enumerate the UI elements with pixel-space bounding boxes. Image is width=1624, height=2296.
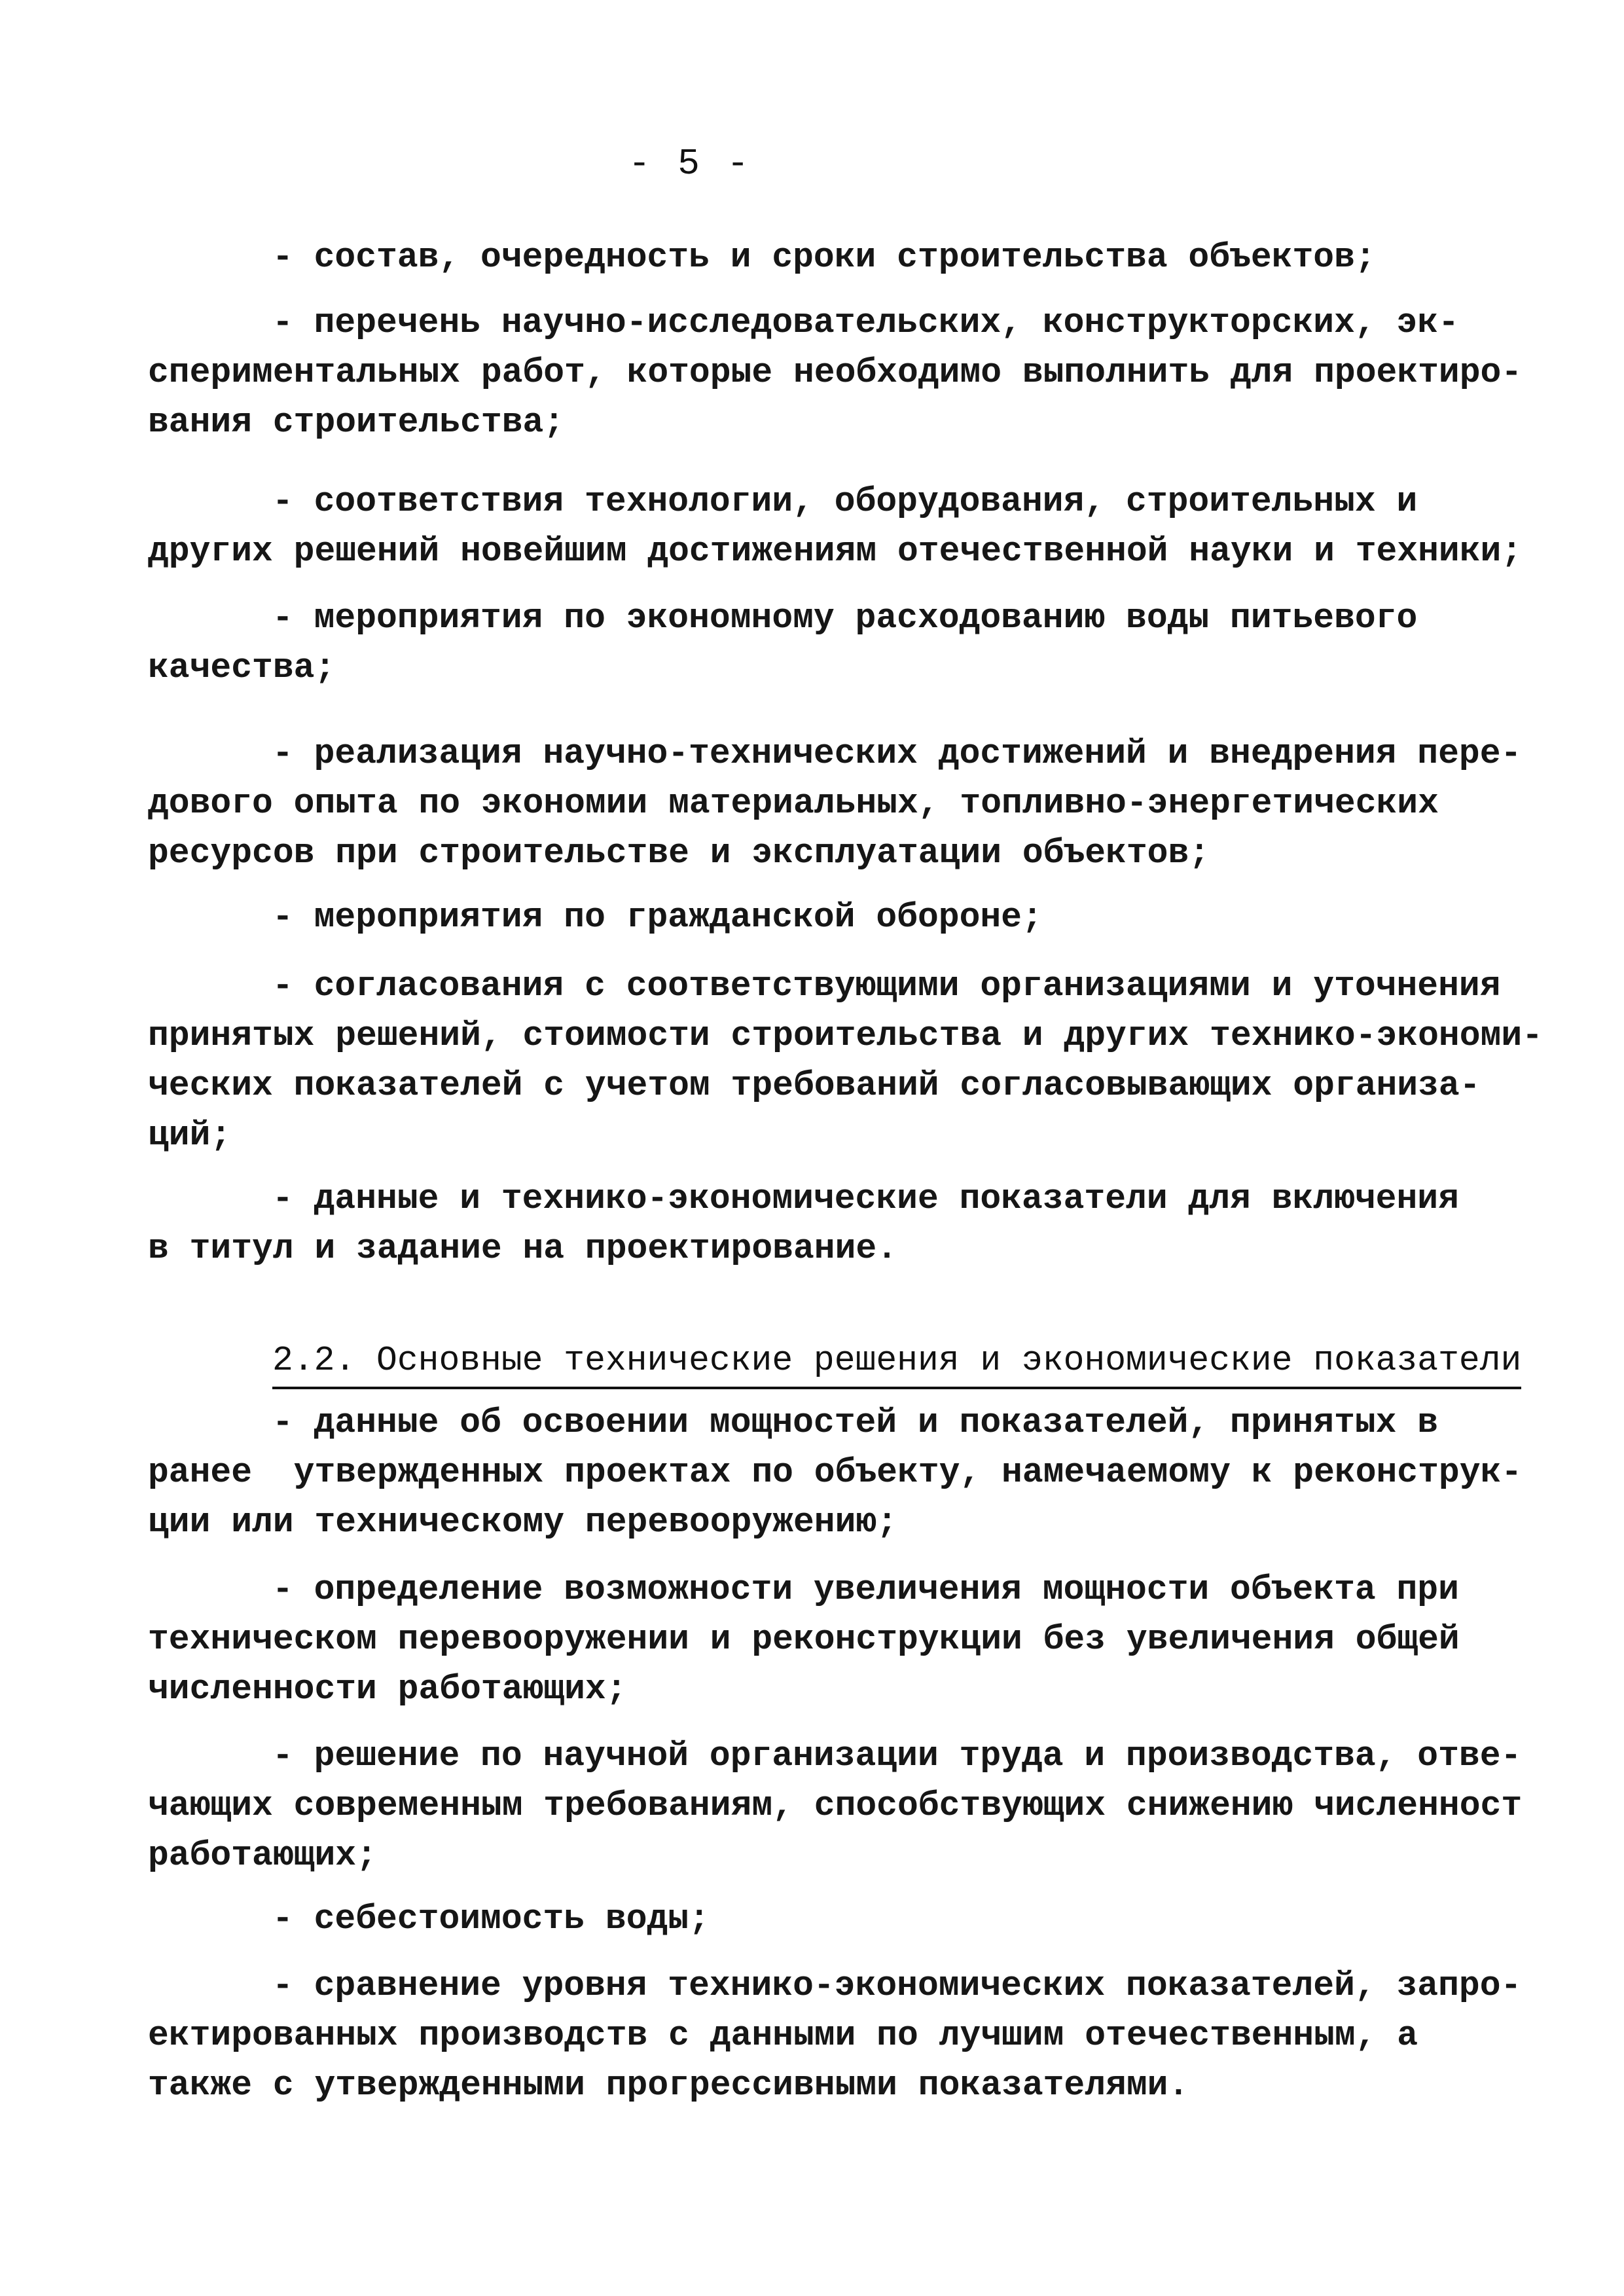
- text-line: ектированных производств с данными по лучшим отечественным, а: [148, 2016, 1418, 2055]
- paragraph-water-cost: [148, 1894, 1509, 1944]
- text-line: - решение по научной организации труда и производства, отве-: [272, 1736, 1522, 1776]
- paragraph-technology-compliance: [148, 477, 1523, 576]
- paragraph-water-saving: [148, 593, 1509, 693]
- text-line: - реализация научно-технических достижений и внедрения пере-: [272, 734, 1522, 773]
- text-line: - данные об освоении мощностей и показателей, принятых в: [272, 1403, 1439, 1442]
- text-line: - данные и технико-экономические показатели для включения: [272, 1179, 1459, 1218]
- text-line: в титул и задание на проектирование.: [148, 1229, 897, 1268]
- text-line: - мероприятия по экономному расходованию воды питьевого: [272, 598, 1418, 638]
- paragraph-coordination: [148, 961, 1543, 1160]
- section-heading: 2.2. Основные технические решения и экономические показатели: [272, 1336, 1521, 1389]
- text-line: чающих современным требованиям, способствующих снижению численност: [148, 1786, 1523, 1825]
- paragraph-civil-defense: [148, 892, 1509, 942]
- text-line: - перечень научно-исследовательских, конструкторских, эк-: [272, 303, 1459, 342]
- text-line: также с утвержденными прогрессивными показателями.: [148, 2066, 1189, 2105]
- text-line: - определение возможности увеличения мощности объекта при: [272, 1570, 1459, 1609]
- text-line: - мероприятия по гражданской обороне;: [272, 898, 1043, 937]
- text-line: численности работающих;: [148, 1669, 627, 1709]
- text-line: ранее утвержденных проектах по объекту, намечаемому к реконструк-: [148, 1453, 1523, 1492]
- paragraph-labor-organization: [148, 1731, 1523, 1880]
- text-line: ческих показателей с учетом требований согласовывающих организа-: [148, 1066, 1481, 1105]
- text-line: - согласования с соответствующими организациями и уточнения: [272, 966, 1501, 1006]
- paragraph-capacity-increase: [148, 1565, 1509, 1714]
- page-number: - 5 -: [628, 143, 752, 185]
- text-line: ресурсов при строительстве и эксплуатации объектов;: [148, 833, 1210, 873]
- text-line: работающих;: [148, 1836, 377, 1875]
- text-line: других решений новейшим достижениям отечественной науки и техники;: [148, 532, 1523, 571]
- text-line: спериментальных работ, которые необходимо выполнить для проектиро-: [148, 353, 1523, 392]
- paragraph-comparison: [148, 1961, 1522, 2110]
- text-line: вания строительства;: [148, 403, 565, 442]
- paragraph-innovation: [148, 729, 1522, 878]
- text-line: техническом перевооружении и реконструкции без увеличения общей: [148, 1620, 1460, 1659]
- paragraph-capacity-development: [148, 1398, 1523, 1547]
- text-line: - себестоимость воды;: [272, 1899, 710, 1939]
- text-line: ции или техническому перевооружению;: [148, 1503, 897, 1542]
- text-line: принятых решений, стоимости строительства и других технико-экономи-: [148, 1016, 1543, 1055]
- paragraph-title-data: [148, 1174, 1509, 1273]
- text-line: ций;: [148, 1116, 232, 1155]
- text-line: - состав, очередность и сроки строительства объектов;: [272, 238, 1376, 277]
- paragraph-research-works: [148, 298, 1523, 447]
- text-line: - сравнение уровня технико-экономических показателей, запро-: [272, 1966, 1522, 2005]
- text-line: качества;: [148, 648, 336, 687]
- text-line: дового опыта по экономии материальных, топливно-энергетических: [148, 784, 1439, 823]
- paragraph-composition: [148, 232, 1509, 282]
- text-line: - соответствия технологии, оборудования, строительных и: [272, 482, 1418, 521]
